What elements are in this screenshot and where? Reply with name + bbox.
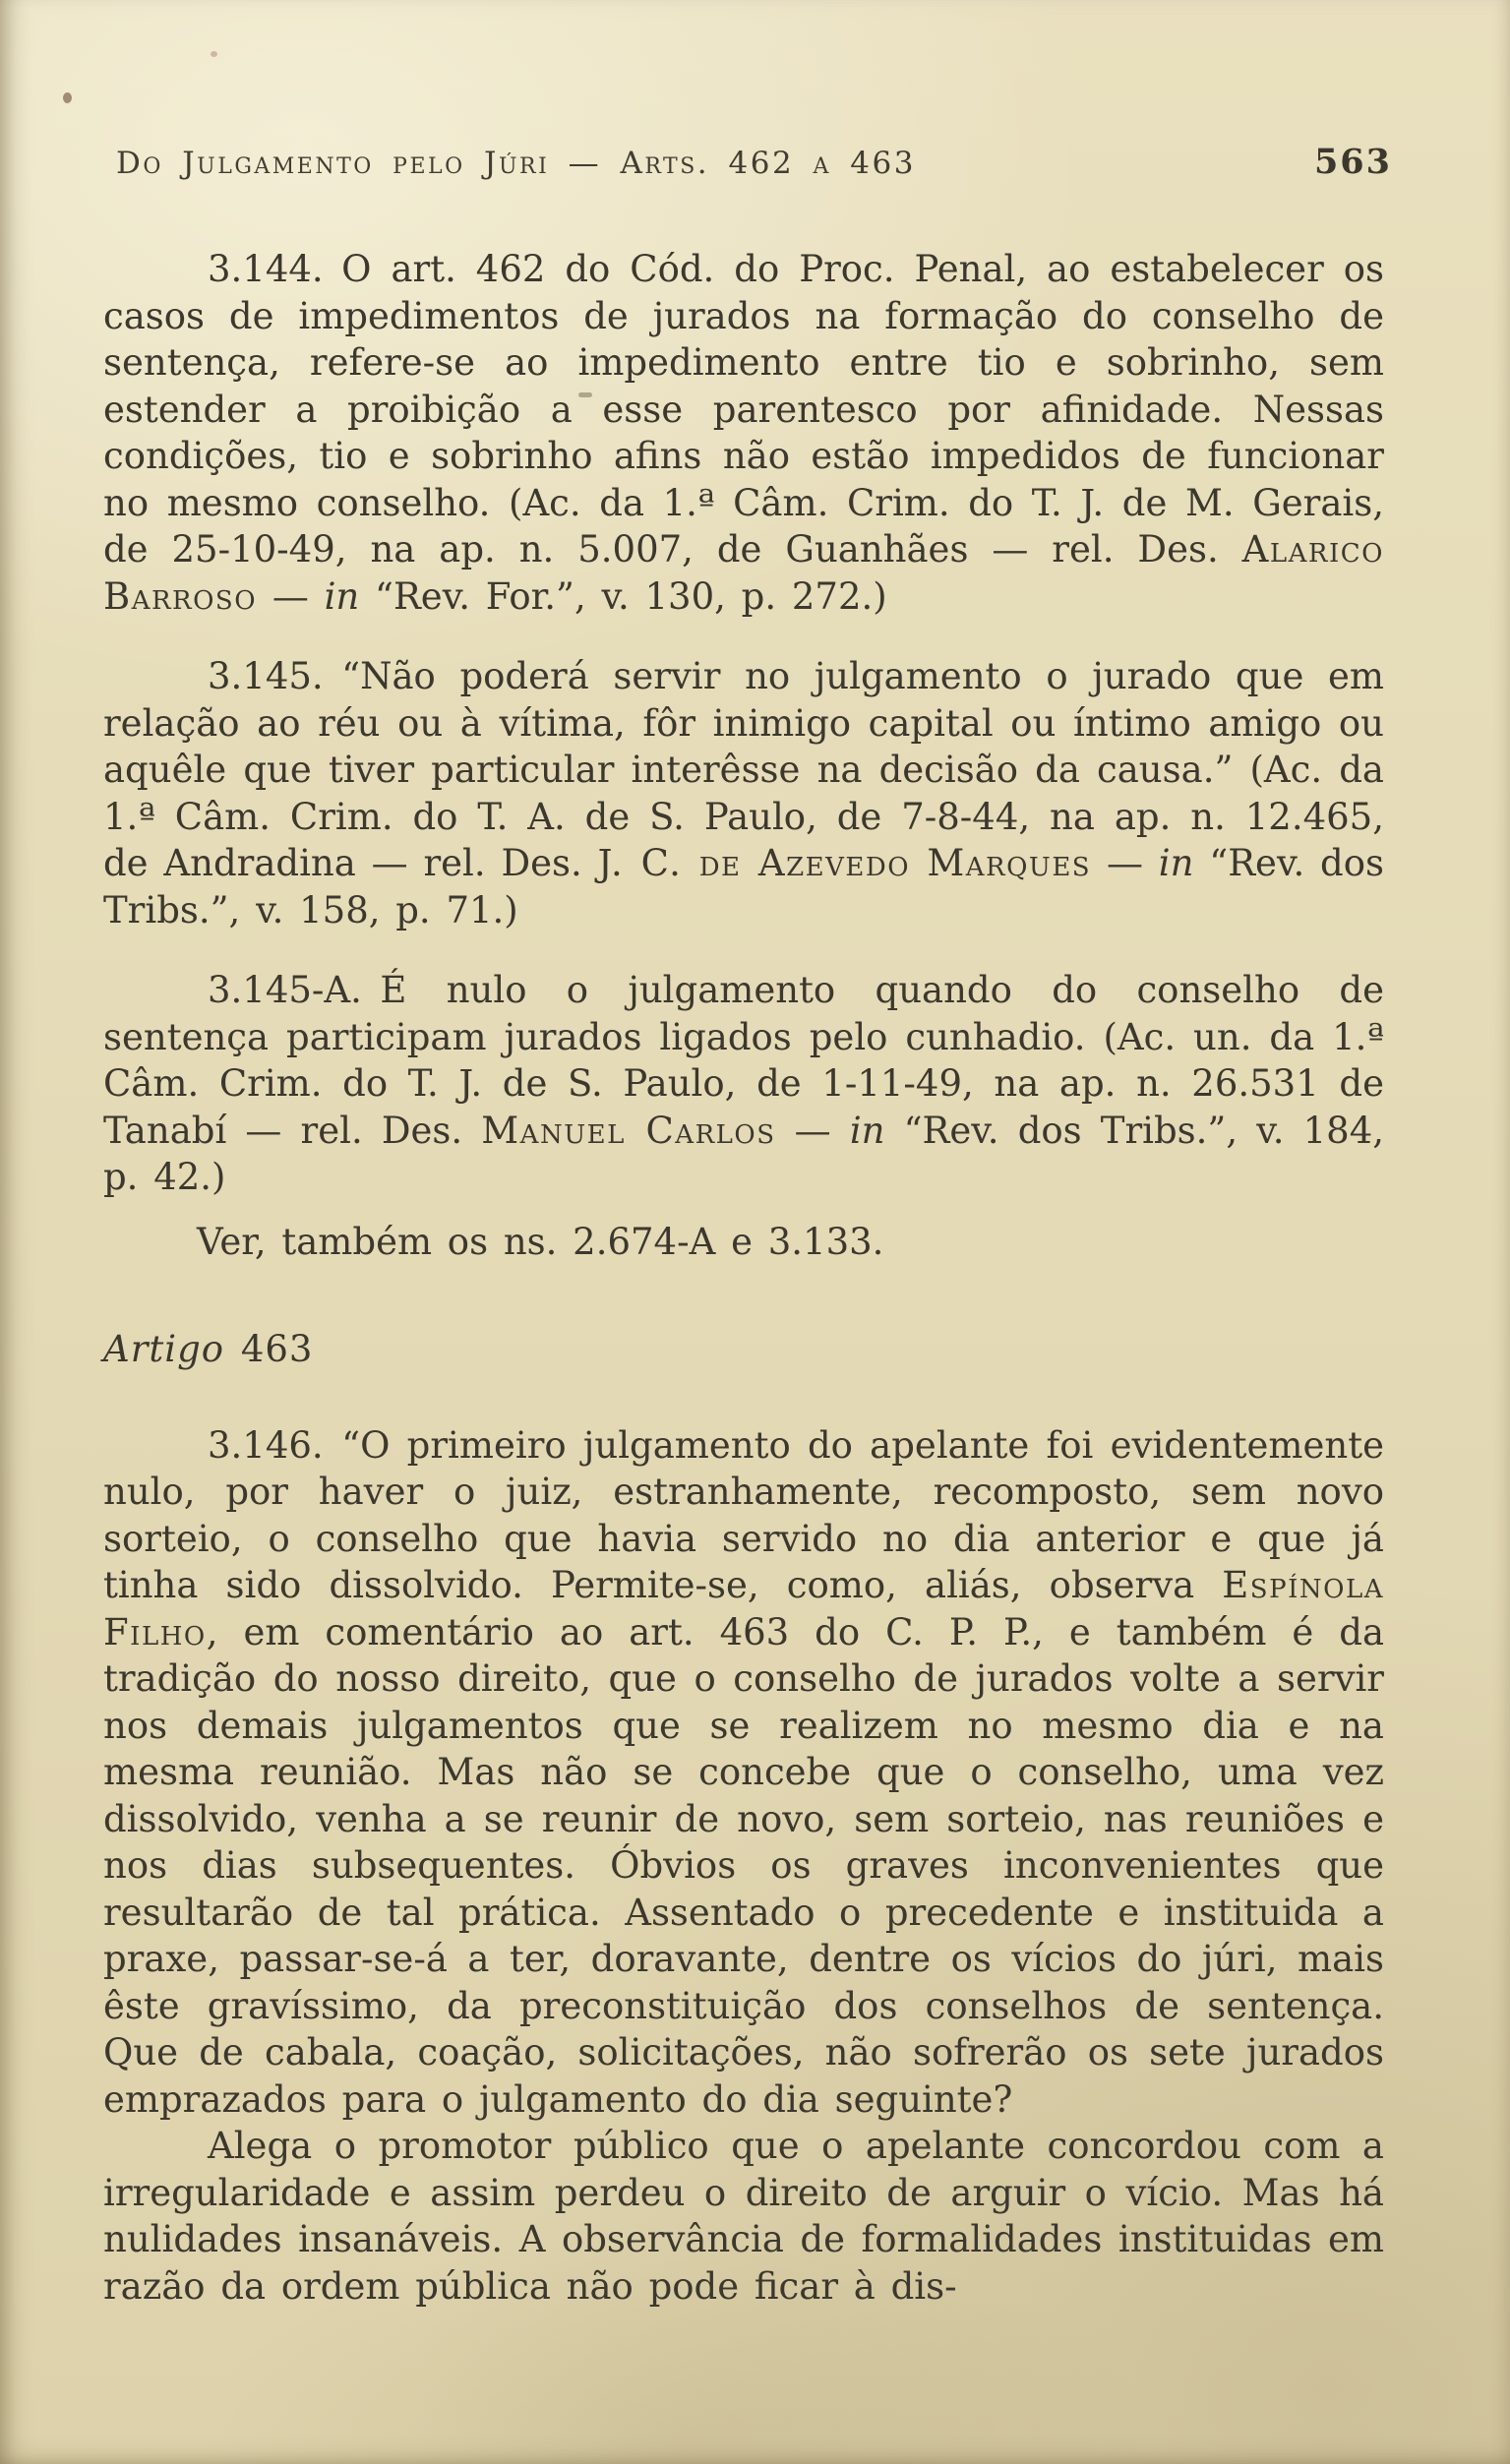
paper-speck (211, 51, 217, 57)
text-segment-plain: — (775, 1109, 850, 1152)
text-segment-italic: in (849, 1109, 885, 1152)
text-segment-plain: “Rev. dos Tribs.”, v. 184, p. 42.) (103, 1109, 1384, 1198)
page-body (103, 246, 1384, 2310)
text-segment-italic: in (1158, 842, 1194, 884)
text-segment-plain: “Rev. For.”, v. 130, p. 272.) (359, 574, 887, 618)
text-segment-italic: Artigo (103, 1328, 241, 1370)
page-header (116, 142, 1392, 182)
text-segment-italic: in (324, 574, 360, 618)
paragraph-3146 (103, 1422, 1384, 2124)
text-segment-plain: Ver, também os ns. 2.674-A e 3.133. (197, 1220, 884, 1263)
paragraph-alega (103, 2123, 1384, 2310)
text-segment-smallcaps: Alarico Barroso (103, 528, 1384, 618)
text-segment-plain: 3.144. O art. 462 do Cód. do Proc. Penal, ao estabelecer os casos de impedimentos de jurados na formação do conselho de sentença, refere-se ao impedimento entre tio e sobrinho, sem estender a proibição a esse parentesco por afinidade. Nessas condições, tio e sobrinho afins não estão impedidos de funcionar no mesmo conselho. (Ac. da 1.ª Câm. Crim. do T. J. de M. Gerais, de 25-10-49, na ap. n. 5.007, de Guanhães — rel. Des. (103, 248, 1384, 571)
text-segment-plain: 3.145. “Não poderá servir no julgamento o jurado que em relação ao réu ou à vítima, fôr inimigo capital ou íntimo amigo ou aquêle que tiver particular interêsse na decisão da causa.” (Ac. da 1.ª Câm. Crim. do T. A. de S. Paulo, de 7-8-44, na ap. n. 12.465, de Andradina — rel. Des. (103, 655, 1384, 884)
text-segment-plain: , em comentário ao art. 463 do C. P. P., e também é da tradição do nosso direito, que o conselho de jurados volte a servir nos demais julgamentos que se realizem no mesmo dia e na mesma reunião. Mas não se concebe que o conselho, uma vez dissolvido, venha a se reunir de novo, sem sorteio, nas reuniões e nos dias subsequentes. Óbvios os graves inconvenientes que resultarão de tal prática. Assentado o precedente e instituida a praxe, passar-se-á a ter, doravante, dentre os vícios do júri, mais êste gravíssimo, da preconstituição dos conselhos de sentença. Que de cabala, coação, solicitações, não sofrerão os sete jurados emprazados para o julgamento do dia seguinte? (103, 1610, 1384, 2121)
text-segment-plain: Alega o promotor público que o apelante concordou com a irregularidade e assim perdeu o direito de arguir o vício. Mas há nulidades insanáveis. A observância de formalidades instituidas em razão da ordem pública não pode ficar à dis- (103, 2125, 1384, 2308)
article-463-heading (103, 1326, 1384, 1373)
text-segment-plain: “Rev. dos Tribs.”, v. 158, p. 71.) (103, 842, 1384, 932)
text-segment-smallcaps: J. C. de Azevedo Marques (597, 842, 1092, 884)
text-segment-plain: — (1091, 842, 1159, 884)
paragraph-3144 (103, 246, 1384, 620)
text-segment-plain: 463 (240, 1328, 314, 1370)
page-number: 563 (1313, 142, 1392, 182)
paragraph-3145 (103, 653, 1384, 933)
text-segment-plain: — (257, 574, 325, 618)
paper-speck (63, 92, 72, 103)
text-segment-plain: 3.145-A. É nulo o julgamento quando do conselho de sentença participam jurados ligados pelo cunhadio. (Ac. un. da 1.ª Câm. Crim. do T. J. de S. Paulo, de 1-11-49, na ap. n. 26.531 de Tanabí — rel. Des. (103, 969, 1384, 1152)
text-segment-plain: 3.146. “O primeiro julgamento do apelante foi evidentemente nulo, por haver o juiz, estranhamente, recomposto, sem novo sorteio, o conselho que havia servido no dia anterior e que já tinha sido dissolvido. Permite-se, como, aliás, observa (103, 1423, 1384, 1606)
text-segment-smallcaps: Espínola Filho (103, 1564, 1384, 1653)
paper-speck (578, 392, 592, 397)
paragraph-3145-a (103, 967, 1384, 1201)
running-title: Do Julgamento pelo Júri — Arts. 462 a 463 (116, 146, 916, 181)
text-segment-smallcaps: Manuel Carlos (481, 1109, 776, 1152)
cross-reference-note (103, 1219, 1384, 1266)
